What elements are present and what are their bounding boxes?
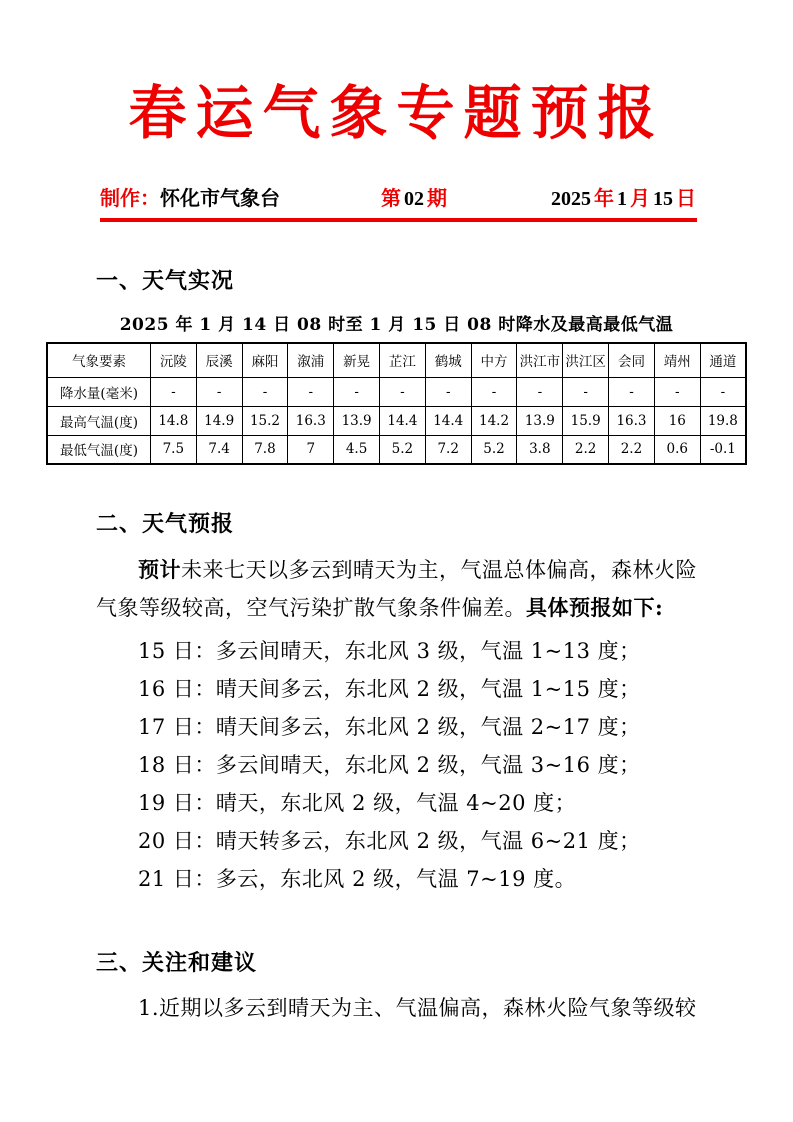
table-cell: 2.2 — [609, 435, 655, 464]
table-cell: 14.4 — [425, 406, 471, 435]
intro-lead-bold: 预计 — [138, 557, 181, 582]
table-cell: 19.8 — [700, 406, 746, 435]
table-cell: - — [334, 377, 380, 406]
table-cell: 16.3 — [609, 406, 655, 435]
forecast-line-day18: 18 日：多云间晴天，东北风 2 级，气温 3~16 度； — [138, 753, 641, 777]
forecast-line-day15: 15 日：多云间晴天，东北风 3 级，气温 1~13 度； — [138, 639, 641, 663]
table-cell: 14.2 — [471, 406, 517, 435]
table-cell: 5.2 — [380, 435, 426, 464]
issue-group — [381, 182, 447, 211]
table-row-precipitation — [47, 377, 746, 406]
table-header-cell: 沅陵 — [150, 343, 196, 377]
table-header-cell: 会同 — [609, 343, 655, 377]
issue-suffix: 期 — [427, 186, 447, 210]
date-group — [548, 182, 696, 211]
table-cell: 15.9 — [563, 406, 609, 435]
section3-heading: 三、关注和建议 — [96, 951, 258, 976]
advice-item-1: 1.近期以多云到晴天为主、气温偏高，森林火险气象等级较 — [138, 996, 697, 1020]
issue-prefix: 第 — [381, 186, 401, 210]
table-cell: - — [563, 377, 609, 406]
table-header-cell: 中方 — [471, 343, 517, 377]
meta-row — [100, 182, 696, 211]
table-header-cell: 洪江区 — [563, 343, 609, 377]
table-cell: 14.4 — [380, 406, 426, 435]
table-cell: - — [700, 377, 746, 406]
producer-name: 怀化市气象台 — [160, 186, 280, 210]
table-cell: 3.8 — [517, 435, 563, 464]
table-cell: 7.2 — [425, 435, 471, 464]
document-title: 春运气象专题预报 — [128, 79, 665, 147]
table-cell: - — [288, 377, 334, 406]
forecast-line-day19: 19 日：晴天，东北风 2 级，气温 4~20 度； — [138, 791, 577, 815]
table-cell: 4.5 — [334, 435, 380, 464]
weather-table — [46, 342, 747, 465]
table-cell: - — [654, 377, 700, 406]
table-header-cell: 新晃 — [334, 343, 380, 377]
forecast-line-day21: 21 日：多云，东北风 2 级，气温 7~19 度。 — [138, 867, 577, 891]
table-header-cell: 溆浦 — [288, 343, 334, 377]
date-day-unit: 日 — [676, 186, 696, 210]
table-cell: 14.9 — [196, 406, 242, 435]
table-cell: 7 — [288, 435, 334, 464]
table-header-cell: 洪江市 — [517, 343, 563, 377]
forecast-list — [0, 632, 793, 898]
table-cell: 2.2 — [563, 435, 609, 464]
table-header-row — [47, 343, 746, 377]
table-cell: 13.9 — [334, 406, 380, 435]
forecast-line-day20: 20 日：晴天转多云，东北风 2 级，气温 6~21 度； — [138, 829, 641, 853]
date-day: 15 — [653, 188, 673, 210]
issue-number: 02 — [404, 188, 424, 210]
intro-tail-bold: 具体预报如下: — [526, 595, 664, 620]
table-header-cell: 麻阳 — [242, 343, 288, 377]
date-year: 2025 — [551, 188, 591, 210]
table-cell: - — [609, 377, 655, 406]
table-cell: -0.1 — [700, 435, 746, 464]
table-cell: - — [425, 377, 471, 406]
table-header-cell: 辰溪 — [196, 343, 242, 377]
table-cell: 7.5 — [150, 435, 196, 464]
producer-group — [100, 182, 280, 211]
table-cell: 7.8 — [242, 435, 288, 464]
table-cell: - — [471, 377, 517, 406]
date-month-unit: 月 — [630, 186, 650, 210]
row-label: 最低气温(度) — [47, 435, 150, 464]
table-cell: - — [242, 377, 288, 406]
table-header-cell: 靖州 — [654, 343, 700, 377]
table-cell: - — [517, 377, 563, 406]
forecast-line-day17: 17 日：晴天间多云，东北风 2 级，气温 2~17 度； — [138, 715, 641, 739]
table-cell: - — [196, 377, 242, 406]
table-header-cell: 通道 — [700, 343, 746, 377]
header-divider — [100, 218, 697, 222]
producer-label: 制作： — [100, 186, 160, 210]
forecast-intro-paragraph — [96, 551, 697, 627]
section2-heading: 二、天气预报 — [96, 512, 235, 537]
row-label: 最高气温(度) — [47, 406, 150, 435]
table-cell: 15.2 — [242, 406, 288, 435]
table-header-cell: 芷江 — [380, 343, 426, 377]
table-cell: 5.2 — [471, 435, 517, 464]
table-cell: - — [150, 377, 196, 406]
table-header-cell: 鹤城 — [425, 343, 471, 377]
table-row-min-temp — [47, 435, 746, 464]
date-month: 1 — [617, 188, 627, 210]
date-year-unit: 年 — [594, 186, 614, 210]
table-cell: 13.9 — [517, 406, 563, 435]
weather-table-title: 2025 年 1 月 14 日 08 时至 1 月 15 日 08 时降水及最高最低气温 — [119, 315, 674, 335]
row-label: 降水量(毫米) — [47, 377, 150, 406]
table-cell: 16 — [654, 406, 700, 435]
table-header-cell: 气象要素 — [47, 343, 150, 377]
section1-heading: 一、天气实况 — [96, 269, 235, 294]
table-cell: 14.8 — [150, 406, 196, 435]
table-cell: 0.6 — [654, 435, 700, 464]
forecast-line-day16: 16 日：晴天间多云，东北风 2 级，气温 1~15 度； — [138, 677, 641, 701]
table-row-max-temp — [47, 406, 746, 435]
table-cell: 7.4 — [196, 435, 242, 464]
table-cell: 16.3 — [288, 406, 334, 435]
intro-body-text: 未来七天以多云到晴天为主，气温总体偏高，森林火险气象等级较高，空气污染扩散气象条件偏差。 — [96, 558, 697, 620]
table-cell: - — [380, 377, 426, 406]
